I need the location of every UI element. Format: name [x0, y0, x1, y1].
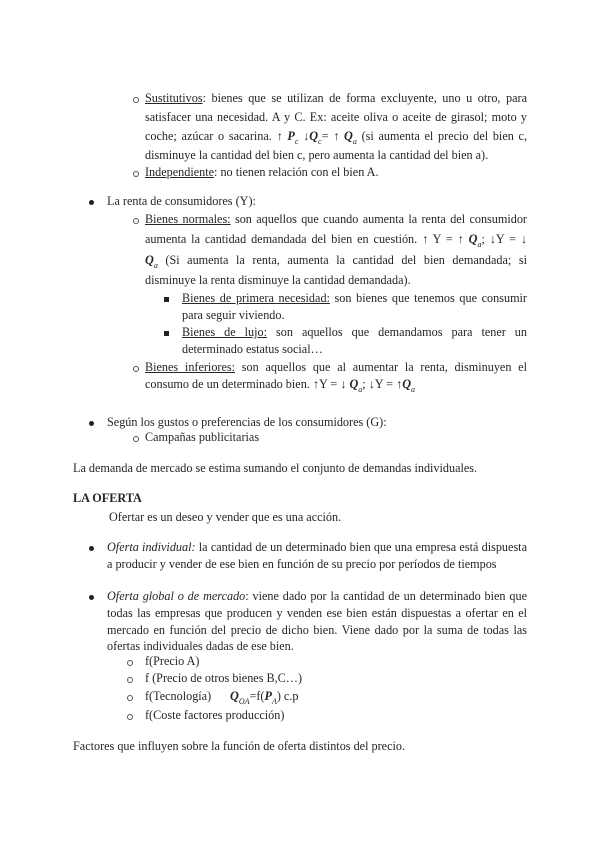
formula-line — [145, 253, 527, 273]
math-sub: a — [358, 385, 363, 394]
math: Q — [309, 129, 319, 143]
text-line: disminuye la renta disminuye la cantidad demandada). — [145, 273, 411, 287]
math: P — [287, 129, 295, 143]
term-label: Oferta global o de mercado — [107, 589, 246, 603]
text: son aquellos que al aumentar la renta, disminuyen el — [235, 360, 527, 374]
math-sub: c — [294, 137, 299, 146]
math: Q — [468, 232, 478, 246]
text: ; ↓Y = ↑ — [362, 377, 403, 391]
text: coche; azúcar o sacarina. ↑ — [145, 129, 288, 143]
demanda-paragraph: La demanda de mercado se estima sumando el conjunto de demandas individuales. — [73, 461, 478, 475]
text: la cantidad de un determinado bien que una empresa está dispuesta — [195, 540, 527, 554]
term-label: Sustitutivos — [145, 91, 203, 105]
math-sub: c — [318, 137, 322, 146]
formula-line — [145, 377, 415, 397]
text: : viene dado por la cantidad de un determinado bien que — [245, 589, 527, 603]
term-label: Bienes normales: — [145, 212, 231, 226]
text: consumo de un determinado bien. ↑Y = ↓ — [145, 377, 350, 391]
oferta-intro: Ofertar es un deseo y vender que es una acción. — [109, 510, 342, 524]
renta-heading: La renta de consumidores (Y): — [107, 194, 256, 208]
formula-line — [145, 129, 527, 149]
text: : no tienen relación con el bien A. — [214, 165, 379, 179]
text: ↓ — [298, 129, 310, 143]
math: Q — [349, 377, 359, 391]
global-line — [107, 589, 527, 604]
individual-line — [107, 540, 527, 555]
factor-item: f(Precio A) — [145, 654, 200, 668]
text-line: determinado estatus social… — [182, 342, 323, 356]
math-sub: a — [352, 137, 357, 146]
text: son aquellos que demandamos para tener un — [267, 325, 527, 339]
lujo-line — [182, 325, 527, 340]
text: son aquellos que cuando aumenta la renta del consumidor — [230, 212, 527, 226]
math-sub: a — [411, 385, 415, 394]
gustos-heading: Según los gustos o preferencias de los consumidores (G): — [107, 415, 387, 429]
factor-item: f(Tecnología) — [145, 689, 212, 703]
sustitutivos-line — [145, 91, 527, 106]
inferiores-line — [145, 360, 527, 375]
math: Q — [344, 129, 353, 143]
math-sub: OA — [238, 697, 250, 706]
math: P — [264, 689, 272, 703]
term-label: Independiente — [145, 165, 215, 179]
primera-line — [182, 291, 527, 306]
term-label: Bienes de lujo: — [182, 325, 268, 339]
text: (Si aumenta la renta, aumenta la cantidad del bien demandada; si — [157, 253, 527, 267]
formula-line — [145, 232, 527, 252]
math: Q — [230, 689, 239, 703]
factor-item: f (Precio de otros bienes B,C…) — [145, 671, 303, 685]
text: ) c.p — [276, 689, 299, 703]
text-line: mercado en función del precio de dicho bien. Viene dado por la suma de todas las — [107, 623, 527, 637]
term-label: Bienes inferiores: — [145, 360, 236, 374]
math-sub: a — [153, 261, 158, 270]
text: aumenta la cantidad demandada del bien en cuestión. ↑ Y = ↑ — [145, 232, 469, 246]
text-line: Campañas publicitarias — [145, 430, 260, 444]
text: = ↑ — [321, 129, 345, 143]
math-sub: a — [477, 240, 482, 249]
text: son bienes que tenemos que consumir — [329, 291, 527, 305]
term-label: Bienes de primera necesidad: — [182, 291, 330, 305]
text: (si aumenta el precio del bien c, — [356, 129, 528, 143]
footer-paragraph: Factores que influyen sobre la función de oferta distintos del precio. — [73, 739, 406, 753]
normales-line — [145, 212, 527, 227]
text: =f( — [249, 689, 265, 703]
text-line: a producir y vender de ese bien en función de su precio por períodos de tiempos — [107, 557, 497, 571]
section-heading: LA OFERTA — [73, 491, 142, 505]
math-sub: A — [271, 697, 277, 706]
text-line: ofertas individuales dadas de ese bien. — [107, 639, 294, 653]
text: ; ↓Y = ↓ — [481, 232, 527, 246]
math: Q — [402, 377, 411, 391]
supply-formula — [230, 689, 298, 709]
text-line: para seguir viviendo. — [182, 308, 285, 322]
term-label: Oferta individual: — [107, 540, 196, 554]
math: Q — [145, 253, 154, 267]
independiente-line — [145, 165, 379, 180]
text-line: satisfacer una necesidad. A y C. Ex: aceite oliva o aceite de girasol; moto y — [145, 110, 527, 124]
text-line: disminuye la cantidad del bien c, pero aumenta la cantidad del bien a). — [145, 148, 489, 162]
factor-item: f(Coste factores producción) — [145, 708, 285, 722]
text-line: todas las empresas que producen y venden ese bien están dispuestas a ofertar en el — [107, 606, 527, 620]
text: : bienes que se utilizan de forma excluyente, uno u otro, para — [202, 91, 527, 105]
